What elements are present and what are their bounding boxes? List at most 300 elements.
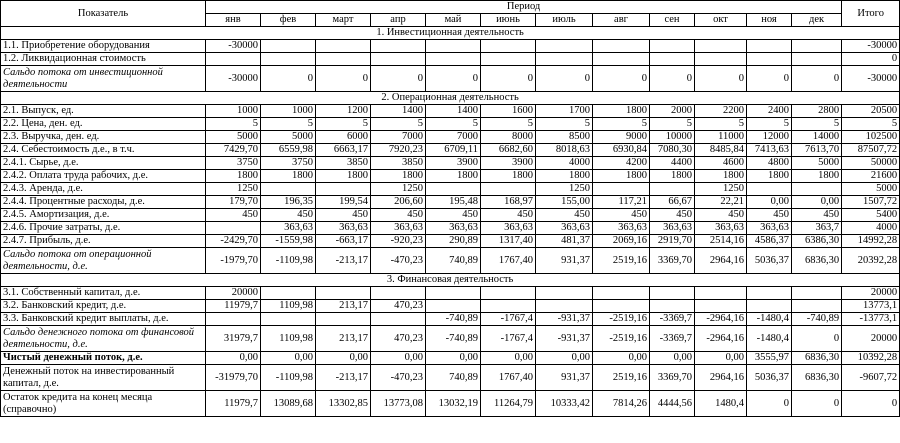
- section-header-row: [1, 92, 900, 105]
- value-cell: 5: [261, 118, 316, 131]
- row-label: Сальдо потока от инвестиционной деятельности: [1, 66, 206, 92]
- value-cell: 470,23: [371, 300, 426, 313]
- value-cell: 4600: [695, 157, 747, 170]
- value-cell: 5: [206, 118, 261, 131]
- value-cell: 1200: [316, 105, 371, 118]
- value-cell: [536, 40, 593, 53]
- month-header: янв: [206, 14, 261, 27]
- table-row: [1, 53, 900, 66]
- row-label: 2.2. Цена, ден. ед.: [1, 118, 206, 131]
- value-cell: -740,89: [792, 313, 842, 326]
- value-cell: [316, 313, 371, 326]
- value-cell: 363,7: [792, 222, 842, 235]
- value-cell: 363,63: [536, 222, 593, 235]
- indicator-header: Показатель: [1, 1, 206, 27]
- table-row: [1, 222, 900, 235]
- value-cell: 9000: [593, 131, 650, 144]
- value-cell: 7000: [371, 131, 426, 144]
- value-cell: 155,00: [536, 196, 593, 209]
- value-cell: 0,00: [747, 196, 792, 209]
- value-cell: 0: [481, 66, 536, 92]
- value-cell: 199,54: [316, 196, 371, 209]
- value-cell: 3850: [316, 157, 371, 170]
- value-cell: [593, 40, 650, 53]
- value-cell: 2964,16: [695, 365, 747, 391]
- value-cell: 6930,84: [593, 144, 650, 157]
- total-cell: 20000: [842, 326, 900, 352]
- value-cell: -3369,7: [650, 326, 695, 352]
- value-cell: 1767,40: [481, 248, 536, 274]
- total-header: Итого: [842, 1, 900, 27]
- value-cell: 7080,30: [650, 144, 695, 157]
- value-cell: 0,00: [371, 352, 426, 365]
- value-cell: 1250: [536, 183, 593, 196]
- total-cell: 5: [842, 118, 900, 131]
- value-cell: 363,63: [747, 222, 792, 235]
- row-label: 1.2. Ликвидационная стоимость: [1, 53, 206, 66]
- value-cell: 1109,98: [261, 326, 316, 352]
- value-cell: -30000: [206, 66, 261, 92]
- section-title: 2. Операционная деятельность: [1, 92, 900, 105]
- value-cell: 31979,7: [206, 326, 261, 352]
- total-cell: 0: [842, 391, 900, 417]
- total-cell: 14992,28: [842, 235, 900, 248]
- value-cell: 0: [650, 66, 695, 92]
- value-cell: [593, 183, 650, 196]
- value-cell: 6386,30: [792, 235, 842, 248]
- value-cell: -740,89: [426, 313, 481, 326]
- month-header: авг: [593, 14, 650, 27]
- value-cell: 213,17: [316, 300, 371, 313]
- value-cell: 1700: [536, 105, 593, 118]
- value-cell: 1800: [261, 170, 316, 183]
- value-cell: 931,37: [536, 365, 593, 391]
- value-cell: 195,48: [426, 196, 481, 209]
- value-cell: 0,00: [695, 352, 747, 365]
- value-cell: [650, 287, 695, 300]
- value-cell: 1800: [426, 170, 481, 183]
- value-cell: -2429,70: [206, 235, 261, 248]
- row-label: 2.4. Себестоимость д.е., в т.ч.: [1, 144, 206, 157]
- value-cell: [371, 313, 426, 326]
- period-header: Период: [206, 1, 842, 14]
- value-cell: 3555,97: [747, 352, 792, 365]
- table-row: [1, 352, 900, 365]
- value-cell: [206, 313, 261, 326]
- value-cell: 3900: [426, 157, 481, 170]
- value-cell: -920,23: [371, 235, 426, 248]
- value-cell: 0: [747, 391, 792, 417]
- value-cell: 5: [316, 118, 371, 131]
- table-row: [1, 40, 900, 53]
- value-cell: 363,63: [261, 222, 316, 235]
- value-cell: 3369,70: [650, 248, 695, 274]
- value-cell: 0: [747, 66, 792, 92]
- value-cell: 3850: [371, 157, 426, 170]
- value-cell: 8485,84: [695, 144, 747, 157]
- total-cell: -9607,72: [842, 365, 900, 391]
- total-cell: 20500: [842, 105, 900, 118]
- total-cell: 102500: [842, 131, 900, 144]
- row-label: 2.4.3. Аренда, д.е.: [1, 183, 206, 196]
- total-cell: 20000: [842, 287, 900, 300]
- month-header: сен: [650, 14, 695, 27]
- value-cell: [316, 287, 371, 300]
- section-title: 1. Инвестиционная деятельность: [1, 27, 900, 40]
- value-cell: 450: [261, 209, 316, 222]
- row-label: Чистый денежный поток, д.е.: [1, 352, 206, 365]
- value-cell: -1109,98: [261, 365, 316, 391]
- value-cell: 1480,4: [695, 391, 747, 417]
- value-cell: 1800: [481, 170, 536, 183]
- value-cell: 2519,16: [593, 365, 650, 391]
- value-cell: 1400: [371, 105, 426, 118]
- header-row-1: [1, 1, 900, 14]
- value-cell: 7920,23: [371, 144, 426, 157]
- value-cell: 11000: [695, 131, 747, 144]
- value-cell: 1250: [206, 183, 261, 196]
- month-header: март: [316, 14, 371, 27]
- table-row: [1, 131, 900, 144]
- value-cell: 6000: [316, 131, 371, 144]
- month-header: июль: [536, 14, 593, 27]
- value-cell: 3369,70: [650, 365, 695, 391]
- value-cell: 6836,30: [792, 352, 842, 365]
- value-cell: 7000: [426, 131, 481, 144]
- value-cell: 11979,7: [206, 391, 261, 417]
- table-row: [1, 209, 900, 222]
- value-cell: [481, 40, 536, 53]
- value-cell: 168,97: [481, 196, 536, 209]
- value-cell: [747, 287, 792, 300]
- value-cell: 6663,17: [316, 144, 371, 157]
- value-cell: 4800: [747, 157, 792, 170]
- value-cell: 2000: [650, 105, 695, 118]
- value-cell: [261, 40, 316, 53]
- value-cell: -1767,4: [481, 326, 536, 352]
- value-cell: 450: [426, 209, 481, 222]
- table-row: [1, 66, 900, 92]
- value-cell: 6836,30: [792, 248, 842, 274]
- value-cell: 0: [426, 66, 481, 92]
- section-header-row: [1, 274, 900, 287]
- row-label: Сальдо потока от операционной деятельности, д.е.: [1, 248, 206, 274]
- value-cell: 1767,40: [481, 365, 536, 391]
- value-cell: 5: [792, 118, 842, 131]
- value-cell: 179,70: [206, 196, 261, 209]
- value-cell: 1800: [650, 170, 695, 183]
- value-cell: 2800: [792, 105, 842, 118]
- value-cell: 0,00: [792, 196, 842, 209]
- value-cell: 4400: [650, 157, 695, 170]
- value-cell: [747, 53, 792, 66]
- value-cell: 0,00: [536, 352, 593, 365]
- value-cell: 470,23: [371, 326, 426, 352]
- table-row: [1, 300, 900, 313]
- month-header: окт: [695, 14, 747, 27]
- value-cell: 450: [792, 209, 842, 222]
- table-body: [1, 27, 900, 417]
- value-cell: [536, 53, 593, 66]
- value-cell: 1250: [371, 183, 426, 196]
- table-row: [1, 326, 900, 352]
- value-cell: -30000: [206, 40, 261, 53]
- row-label: 2.4.7. Прибыль, д.е.: [1, 235, 206, 248]
- value-cell: -931,37: [536, 326, 593, 352]
- value-cell: 363,63: [481, 222, 536, 235]
- value-cell: 2519,16: [593, 248, 650, 274]
- value-cell: -2964,16: [695, 313, 747, 326]
- value-cell: 10000: [650, 131, 695, 144]
- value-cell: 5: [695, 118, 747, 131]
- value-cell: 8500: [536, 131, 593, 144]
- value-cell: 1800: [593, 170, 650, 183]
- value-cell: 4586,37: [747, 235, 792, 248]
- value-cell: 2200: [695, 105, 747, 118]
- row-label: 2.1. Выпуск, ед.: [1, 105, 206, 118]
- total-cell: 0: [842, 53, 900, 66]
- value-cell: 0: [792, 66, 842, 92]
- value-cell: 0: [316, 66, 371, 92]
- row-label: 3.2. Банковский кредит, д.е.: [1, 300, 206, 313]
- value-cell: 3750: [206, 157, 261, 170]
- month-header: фев: [261, 14, 316, 27]
- total-cell: 1507,72: [842, 196, 900, 209]
- value-cell: [261, 53, 316, 66]
- value-cell: 1800: [747, 170, 792, 183]
- value-cell: 5036,37: [747, 248, 792, 274]
- row-label: 2.4.2. Оплата труда рабочих, д.е.: [1, 170, 206, 183]
- value-cell: [206, 222, 261, 235]
- value-cell: [792, 53, 842, 66]
- value-cell: 2400: [747, 105, 792, 118]
- value-cell: 11264,79: [481, 391, 536, 417]
- value-cell: 3900: [481, 157, 536, 170]
- row-label: 2.4.6. Прочие затраты, д.е.: [1, 222, 206, 235]
- value-cell: -1767,4: [481, 313, 536, 326]
- value-cell: 6559,98: [261, 144, 316, 157]
- table-row: [1, 183, 900, 196]
- value-cell: 7429,70: [206, 144, 261, 157]
- value-cell: [481, 300, 536, 313]
- row-label: Денежный поток на инвестированный капитал, д.е.: [1, 365, 206, 391]
- value-cell: 6682,60: [481, 144, 536, 157]
- value-cell: 7814,26: [593, 391, 650, 417]
- value-cell: 1400: [426, 105, 481, 118]
- row-label: 2.4.1. Сырье, д.е.: [1, 157, 206, 170]
- value-cell: [593, 53, 650, 66]
- value-cell: 5: [371, 118, 426, 131]
- value-cell: 0,00: [261, 352, 316, 365]
- value-cell: 1800: [316, 170, 371, 183]
- total-cell: 21600: [842, 170, 900, 183]
- month-header: июнь: [481, 14, 536, 27]
- value-cell: [426, 300, 481, 313]
- value-cell: [261, 313, 316, 326]
- table-row: [1, 391, 900, 417]
- month-header: дек: [792, 14, 842, 27]
- value-cell: 0: [371, 66, 426, 92]
- value-cell: -1979,70: [206, 248, 261, 274]
- value-cell: -213,17: [316, 248, 371, 274]
- value-cell: -1559,98: [261, 235, 316, 248]
- value-cell: 450: [371, 209, 426, 222]
- value-cell: 481,37: [536, 235, 593, 248]
- value-cell: 2069,16: [593, 235, 650, 248]
- value-cell: 450: [316, 209, 371, 222]
- value-cell: 196,35: [261, 196, 316, 209]
- value-cell: 1000: [206, 105, 261, 118]
- total-cell: 10392,28: [842, 352, 900, 365]
- value-cell: -470,23: [371, 248, 426, 274]
- value-cell: 0,00: [426, 352, 481, 365]
- total-cell: 87507,72: [842, 144, 900, 157]
- value-cell: 1800: [371, 170, 426, 183]
- month-header: ноя: [747, 14, 792, 27]
- value-cell: [650, 40, 695, 53]
- value-cell: 4000: [536, 157, 593, 170]
- value-cell: -2519,16: [593, 326, 650, 352]
- total-cell: 50000: [842, 157, 900, 170]
- value-cell: 1800: [792, 170, 842, 183]
- total-cell: 5000: [842, 183, 900, 196]
- value-cell: [792, 300, 842, 313]
- value-cell: 0,00: [481, 352, 536, 365]
- value-cell: [650, 53, 695, 66]
- value-cell: 740,89: [426, 365, 481, 391]
- value-cell: [426, 53, 481, 66]
- row-label: 3.1. Собственный капитал, д.е.: [1, 287, 206, 300]
- table-row: [1, 157, 900, 170]
- value-cell: 5: [650, 118, 695, 131]
- value-cell: [261, 183, 316, 196]
- value-cell: 7413,63: [747, 144, 792, 157]
- total-cell: 13773,1: [842, 300, 900, 313]
- value-cell: 4200: [593, 157, 650, 170]
- value-cell: [481, 287, 536, 300]
- value-cell: 450: [481, 209, 536, 222]
- value-cell: 0: [536, 66, 593, 92]
- value-cell: -1109,98: [261, 248, 316, 274]
- value-cell: 5: [593, 118, 650, 131]
- value-cell: 363,63: [650, 222, 695, 235]
- value-cell: 363,63: [316, 222, 371, 235]
- value-cell: 7613,70: [792, 144, 842, 157]
- value-cell: 740,89: [426, 248, 481, 274]
- value-cell: [426, 287, 481, 300]
- value-cell: -31979,70: [206, 365, 261, 391]
- row-label: Сальдо денежного потока от финансовой деятельности, д.е.: [1, 326, 206, 352]
- value-cell: 2964,16: [695, 248, 747, 274]
- row-label: 2.3. Выручка, ден. ед.: [1, 131, 206, 144]
- value-cell: [316, 53, 371, 66]
- total-cell: 5400: [842, 209, 900, 222]
- total-cell: 20392,28: [842, 248, 900, 274]
- value-cell: [316, 40, 371, 53]
- value-cell: 0,00: [650, 352, 695, 365]
- value-cell: 0,00: [593, 352, 650, 365]
- value-cell: 20000: [206, 287, 261, 300]
- value-cell: 206,60: [371, 196, 426, 209]
- value-cell: [695, 40, 747, 53]
- total-cell: 4000: [842, 222, 900, 235]
- value-cell: 1109,98: [261, 300, 316, 313]
- row-label: Остаток кредита на конец месяца (справочно): [1, 391, 206, 417]
- value-cell: [206, 53, 261, 66]
- value-cell: [426, 183, 481, 196]
- value-cell: 450: [206, 209, 261, 222]
- value-cell: 213,17: [316, 326, 371, 352]
- value-cell: 0: [695, 66, 747, 92]
- value-cell: 117,21: [593, 196, 650, 209]
- value-cell: [650, 183, 695, 196]
- table-row: [1, 170, 900, 183]
- value-cell: [593, 287, 650, 300]
- value-cell: [695, 53, 747, 66]
- value-cell: 0,00: [206, 352, 261, 365]
- value-cell: 6709,11: [426, 144, 481, 157]
- value-cell: 13089,68: [261, 391, 316, 417]
- value-cell: [747, 40, 792, 53]
- value-cell: 0: [792, 391, 842, 417]
- table-row: [1, 365, 900, 391]
- value-cell: 4444,56: [650, 391, 695, 417]
- value-cell: [792, 40, 842, 53]
- value-cell: 1800: [206, 170, 261, 183]
- value-cell: -213,17: [316, 365, 371, 391]
- table-row: [1, 144, 900, 157]
- value-cell: 8000: [481, 131, 536, 144]
- value-cell: 5: [536, 118, 593, 131]
- value-cell: 5: [481, 118, 536, 131]
- value-cell: [695, 287, 747, 300]
- value-cell: 0: [261, 66, 316, 92]
- value-cell: [481, 183, 536, 196]
- value-cell: 3750: [261, 157, 316, 170]
- value-cell: 13773,08: [371, 391, 426, 417]
- value-cell: 1800: [695, 170, 747, 183]
- value-cell: -2964,16: [695, 326, 747, 352]
- row-label: 2.4.5. Амортизация, д.е.: [1, 209, 206, 222]
- section-title: 3. Финансовая деятельность: [1, 274, 900, 287]
- value-cell: 450: [536, 209, 593, 222]
- value-cell: 931,37: [536, 248, 593, 274]
- value-cell: 14000: [792, 131, 842, 144]
- value-cell: -1480,4: [747, 313, 792, 326]
- value-cell: [371, 53, 426, 66]
- value-cell: [536, 287, 593, 300]
- value-cell: [261, 287, 316, 300]
- table-row: [1, 118, 900, 131]
- value-cell: 22,21: [695, 196, 747, 209]
- value-cell: 1800: [536, 170, 593, 183]
- value-cell: -3369,7: [650, 313, 695, 326]
- value-cell: [747, 183, 792, 196]
- value-cell: [536, 300, 593, 313]
- month-header: апр: [371, 14, 426, 27]
- row-label: 3.3. Банковский кредит выплаты, д.е.: [1, 313, 206, 326]
- value-cell: [792, 287, 842, 300]
- table-row: [1, 196, 900, 209]
- value-cell: 5: [426, 118, 481, 131]
- value-cell: 5036,37: [747, 365, 792, 391]
- value-cell: 1000: [261, 105, 316, 118]
- value-cell: 450: [650, 209, 695, 222]
- value-cell: [695, 300, 747, 313]
- value-cell: [747, 300, 792, 313]
- value-cell: 0: [792, 326, 842, 352]
- value-cell: 10333,42: [536, 391, 593, 417]
